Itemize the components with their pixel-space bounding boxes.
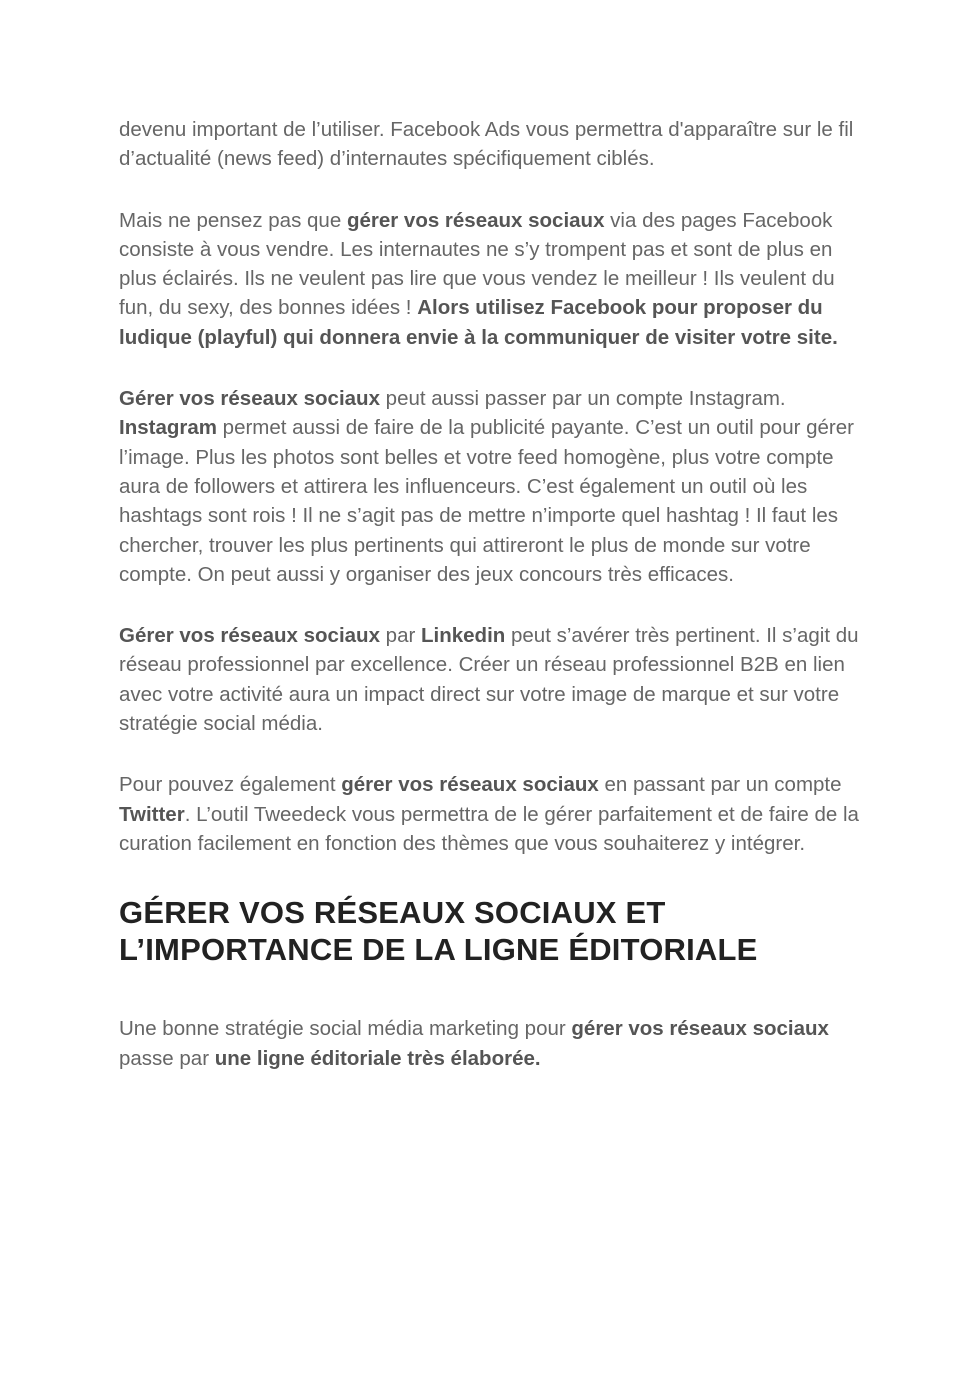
bold-text-run: Instagram [119, 416, 217, 440]
bold-text-run: Alors utilisez Facebook pour proposer du ludique (playful) qui donnera envie à la communiquer de visiter votre site. [119, 296, 838, 349]
document-page [119, 115, 864, 1105]
text-run: peut aussi passer par un compte Instagram. [379, 387, 786, 411]
bold-text-run: Twitter [119, 802, 185, 826]
paragraph-instagram [119, 384, 864, 589]
text-run: . L’outil Tweedeck vous permettra de le gérer parfaitement et de faire de la curation facilement en fonction des thèmes que vous souhaiterez y intégrer. [119, 802, 859, 855]
bold-text-run: Gérer vos réseaux sociaux [119, 387, 380, 411]
text-run: peut s’avérer très pertinent. Il s’agit du réseau professionnel par excellence. Créer un réseau professionnel B2B en lien avec votre activité aura un impact direct sur votre image de marque et sur votre stratégie social média. [119, 624, 859, 736]
paragraph-twitter [119, 770, 864, 858]
bold-text-run: une ligne éditoriale très élaborée. [214, 1046, 541, 1070]
text-run: passe par [119, 1046, 215, 1070]
bold-text-run: gérer vos réseaux sociaux [346, 208, 605, 232]
text-run: Une bonne stratégie social média marketing pour [119, 1017, 572, 1041]
text-run: Mais ne pensez pas que [119, 208, 347, 232]
text-run: permet aussi de faire de la publicité payante. C’est un outil pour gérer l’image. Plus les photos sont belles et votre feed homogène, plus votre compte aura de followers et attirera les influenceurs. C’est également un outil où les hashtags sont rois ! Il ne s’agit pas de mettre n’importe quel hashtag ! Il faut les chercher, trouver les plus pertinents qui attireront le plus de monde sur votre compte. On peut aussi y organiser des jeux concours très efficaces. [119, 416, 854, 586]
text-run: en passant par un compte [598, 773, 842, 797]
bold-text-run: Gérer vos réseaux sociaux [119, 624, 380, 648]
section-heading: GÉRER VOS RÉSEAUX SOCIAUX ET L’IMPORTANCE DE LA LIGNE ÉDITORIALE [119, 895, 758, 968]
bold-text-run: gérer vos réseaux sociaux [341, 773, 599, 797]
text-run: par [379, 624, 421, 648]
bold-text-run: Linkedin [421, 624, 506, 648]
text-run: devenu important de l’utiliser. Facebook Ads vous permettra d'apparaître sur le fil d’actualité (news feed) d’internautes spécifiquement ciblés. [119, 118, 854, 171]
paragraph-ligne-editoriale [119, 1014, 864, 1073]
paragraph-facebook-pages [119, 206, 864, 352]
paragraph-facebook-ads [119, 115, 864, 174]
text-run: via des pages Facebook consiste à vous vendre. Les internautes ne s’y trompent pas et sont de plus en plus éclairés. Ils ne veulent pas lire que vous vendez le meilleur ! Ils veulent du fun, du sexy, des bonnes idées ! [119, 208, 835, 320]
text-run: Pour pouvez également [119, 773, 342, 797]
bold-text-run: gérer vos réseaux sociaux [571, 1017, 829, 1041]
paragraph-linkedin [119, 621, 864, 738]
